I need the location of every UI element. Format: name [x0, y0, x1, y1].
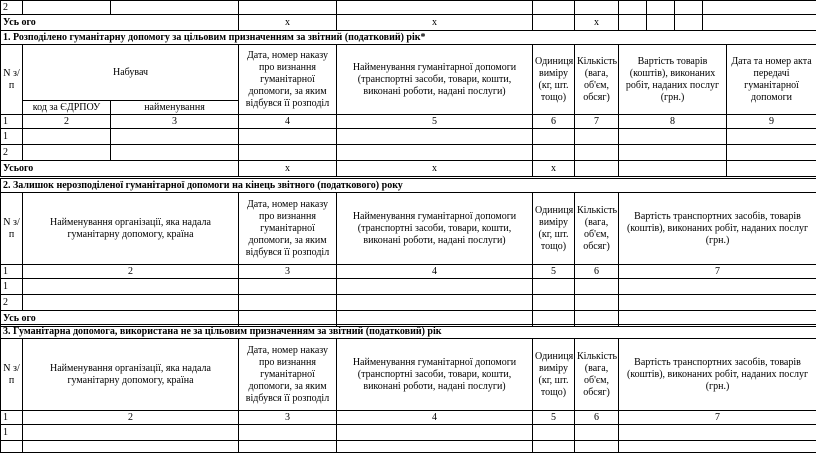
header-code: код за ЄДРПОУ [23, 101, 111, 115]
col-num: 4 [337, 265, 533, 279]
header-quantity: Кількість (вага, об'єм, обсяг) [575, 339, 619, 411]
col-num: 8 [619, 115, 727, 129]
col-num: 3 [239, 411, 337, 425]
header-order-date: Дата, номер наказу про визнання гуманітарної допомоги, за яким відбувся її розподіл [239, 45, 337, 115]
x-mark: x [533, 161, 575, 177]
col-num: 3 [239, 265, 337, 279]
cell[interactable] [575, 279, 619, 295]
cell[interactable] [1, 441, 23, 453]
section-1-title: 1. Розподілено гуманітарну допомогу за цільовим призначенням за звітний (податковий) рік* [1, 31, 816, 45]
header-number: N з/п [1, 193, 23, 265]
total-row [1, 161, 816, 177]
cell[interactable] [337, 279, 533, 295]
x-mark: x [239, 15, 337, 31]
cell[interactable] [337, 129, 533, 145]
cell[interactable] [23, 1, 111, 15]
header-aid-name: Найменування гуманітарної допомоги (транспортні засоби, товари, кошти, виконані роботи, надані послуги) [337, 339, 533, 411]
cell[interactable] [23, 295, 239, 311]
col-num: 6 [575, 411, 619, 425]
cell[interactable] [337, 425, 533, 441]
cell[interactable] [23, 279, 239, 295]
cell[interactable] [111, 129, 239, 145]
cell[interactable] [575, 145, 619, 161]
row-number: 2 [1, 295, 23, 311]
cell[interactable] [575, 129, 619, 145]
cell[interactable] [23, 441, 239, 453]
top-total-label: Усь ого [1, 15, 239, 31]
cell[interactable] [23, 129, 111, 145]
cell[interactable] [727, 145, 816, 161]
header-unit: Одиниця виміру (кг, шт. тощо) [533, 45, 575, 115]
row-number: 1 [1, 129, 23, 145]
cell[interactable] [727, 161, 816, 177]
cell[interactable] [619, 1, 647, 15]
cell[interactable] [239, 279, 337, 295]
x-mark: x [575, 15, 619, 31]
row-number: 1 [1, 425, 23, 441]
total-label: Усь ого [1, 311, 239, 327]
cell[interactable] [575, 425, 619, 441]
col-num: 4 [239, 115, 337, 129]
col-num: 2 [23, 411, 239, 425]
cell[interactable] [619, 425, 816, 441]
col-num: 5 [337, 115, 533, 129]
header-unit: Одиниця виміру (кг, шт. тощо) [533, 339, 575, 411]
section-2-table [0, 178, 816, 327]
cell[interactable] [239, 145, 337, 161]
header-quantity: Кількість (вага, об'єм, обсяг) [575, 193, 619, 265]
cell[interactable] [533, 129, 575, 145]
x-mark: x [239, 161, 337, 177]
table-row [1, 145, 816, 161]
header-order-date: Дата, номер наказу про визнання гуманітарної допомоги, за яким відбувся її розподіл [239, 339, 337, 411]
header-aid-name: Найменування гуманітарної допомоги (транспортні засоби, товари, кошти, виконані роботи, надані послуги) [337, 193, 533, 265]
cell[interactable] [111, 145, 239, 161]
total-label: Усього [1, 161, 239, 177]
header-order-date: Дата, номер наказу про визнання гуманітарної допомоги, за яким відбувся її розподіл [239, 193, 337, 265]
cell[interactable] [575, 295, 619, 311]
top-row-number: 2 [1, 1, 23, 15]
cell[interactable] [575, 161, 619, 177]
cell[interactable] [239, 441, 337, 453]
col-num: 5 [533, 411, 575, 425]
header-act: Дата та номер акта передачі гуманітарної допомоги [727, 45, 816, 115]
cell[interactable] [619, 161, 727, 177]
header-number: N з/п [1, 45, 23, 115]
cell[interactable] [533, 441, 575, 453]
cell[interactable] [727, 129, 816, 145]
cell[interactable] [239, 129, 337, 145]
cell[interactable] [337, 1, 533, 15]
x-mark: x [337, 15, 533, 31]
header-organization: Найменування організації, яка надала гуманітарну допомогу, країна [23, 193, 239, 265]
col-num: 7 [619, 411, 816, 425]
cell[interactable] [533, 145, 575, 161]
section-3-table [0, 324, 816, 453]
column-numbers-row [1, 115, 816, 129]
cell[interactable] [619, 441, 816, 453]
row-number: 2 [1, 145, 23, 161]
col-num: 3 [111, 115, 239, 129]
cell[interactable] [619, 15, 647, 31]
table-row [1, 441, 816, 453]
cell[interactable] [619, 145, 727, 161]
section-2-title: 2. Залишок нерозподіленої гуманітарної допомоги на кінець звітного (податкового) року [1, 179, 816, 193]
header-number: N з/п [1, 339, 23, 411]
header-value: Вартість транспортних засобів, товарів (коштів), виконаних робіт, наданих послуг (грн.) [619, 339, 816, 411]
col-num: 1 [1, 411, 23, 425]
column-numbers-row [1, 265, 816, 279]
top-fragment-table [0, 0, 816, 31]
cell[interactable] [23, 145, 111, 161]
col-num: 6 [533, 115, 575, 129]
cell[interactable] [533, 425, 575, 441]
col-num: 1 [1, 265, 23, 279]
col-num: 7 [619, 265, 816, 279]
cell[interactable] [647, 1, 675, 15]
col-num: 2 [23, 265, 239, 279]
col-num: 5 [533, 265, 575, 279]
cell[interactable] [239, 425, 337, 441]
cell[interactable] [675, 1, 703, 15]
header-quantity: Кількість (вага, об'єм, обсяг) [575, 45, 619, 115]
section-3-title: 3. Гуманітарна допомога, використана не за цільовим призначенням за звітний (податковий) рік [1, 325, 816, 339]
header-unit: Одиниця виміру (кг, шт. тощо) [533, 193, 575, 265]
cell[interactable] [337, 295, 533, 311]
x-mark: x [337, 161, 533, 177]
cell[interactable] [23, 425, 239, 441]
header-value: Вартість товарів (коштів), виконаних робіт, наданих послуг (грн.) [619, 45, 727, 115]
cell[interactable] [239, 1, 337, 15]
col-num: 9 [727, 115, 816, 129]
col-num: 4 [337, 411, 533, 425]
cell[interactable] [533, 15, 575, 31]
table-row [1, 295, 816, 311]
col-num: 2 [23, 115, 111, 129]
cell[interactable] [703, 15, 816, 31]
cell[interactable] [337, 441, 533, 453]
cell[interactable] [619, 129, 727, 145]
cell[interactable] [619, 279, 816, 295]
cell[interactable] [675, 15, 703, 31]
table-row [1, 129, 816, 145]
col-num: 6 [575, 265, 619, 279]
cell[interactable] [111, 1, 239, 15]
col-num: 7 [575, 115, 619, 129]
cell[interactable] [533, 295, 575, 311]
header-name: найменування [111, 101, 239, 115]
cell[interactable] [575, 1, 619, 15]
header-value: Вартість транспортних засобів, товарів (коштів), виконаних робіт, наданих послуг (грн.) [619, 193, 816, 265]
cell[interactable] [647, 15, 675, 31]
cell[interactable] [533, 1, 575, 15]
row-number: 1 [1, 279, 23, 295]
cell[interactable] [533, 279, 575, 295]
table-row [1, 279, 816, 295]
section-1-table [0, 30, 816, 177]
col-num: 1 [1, 115, 23, 129]
header-recipient: Набувач [23, 45, 239, 101]
cell[interactable] [239, 295, 337, 311]
cell[interactable] [619, 295, 816, 311]
cell[interactable] [575, 441, 619, 453]
table-row [1, 425, 816, 441]
cell[interactable] [703, 1, 816, 15]
cell[interactable] [337, 145, 533, 161]
column-numbers-row [1, 411, 816, 425]
header-organization: Найменування організації, яка надала гуманітарну допомогу, країна [23, 339, 239, 411]
header-aid-name: Найменування гуманітарної допомоги (транспортні засоби, товари, кошти, виконані роботи, надані послуги) [337, 45, 533, 115]
